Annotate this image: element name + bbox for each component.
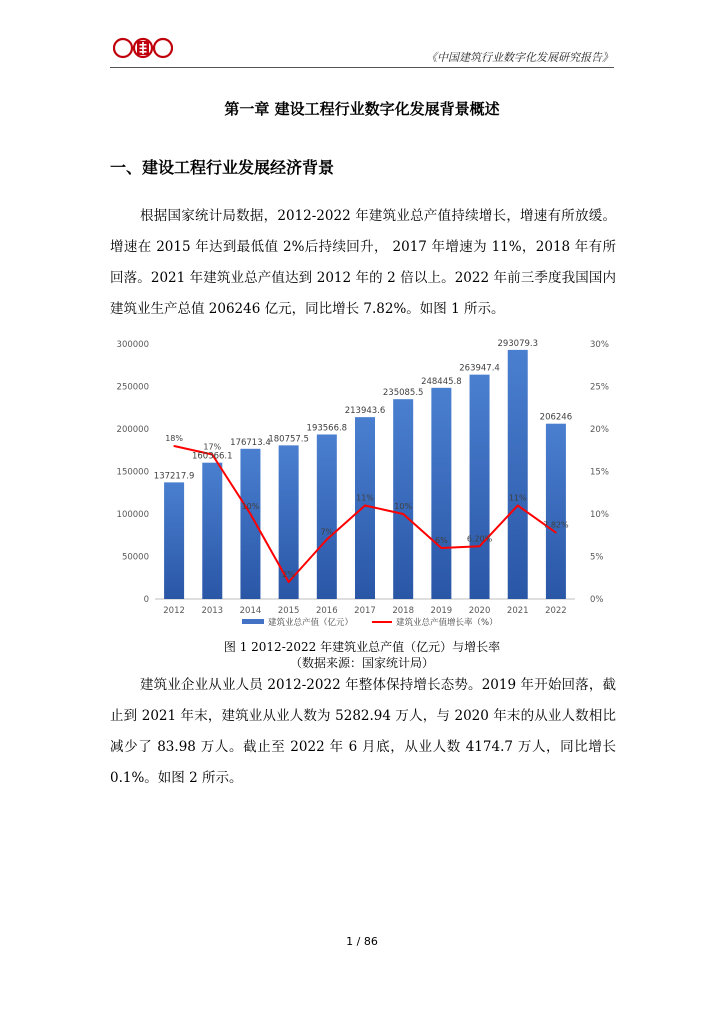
x-tick-label: 2019 bbox=[430, 606, 453, 616]
y-right-tick-label: 10% bbox=[590, 510, 609, 520]
y-right-tick-label: 30% bbox=[590, 340, 609, 350]
bar bbox=[508, 350, 528, 599]
output-growth-chart bbox=[110, 330, 620, 635]
bar-value-label: 213943.6 bbox=[344, 406, 386, 417]
bar bbox=[240, 449, 260, 599]
growth-rate-point bbox=[173, 445, 175, 447]
chapter-title: 第一章 建设工程行业数字化发展背景概述 bbox=[224, 100, 500, 118]
logo bbox=[113, 35, 173, 61]
y-left-tick-label: 0 bbox=[143, 595, 149, 605]
x-tick-label: 2022 bbox=[545, 606, 567, 616]
growth-rate-point bbox=[555, 532, 557, 534]
bar-value-label: 193566.8 bbox=[306, 423, 348, 434]
legend-swatch-bar bbox=[242, 619, 264, 624]
growth-rate-label: 17% bbox=[203, 442, 222, 452]
x-tick-label: 2012 bbox=[163, 606, 185, 616]
y-left-tick-label: 100000 bbox=[116, 510, 149, 520]
section-title: 一、建设工程行业发展经济背景 bbox=[110, 158, 335, 177]
x-tick-label: 2018 bbox=[392, 606, 415, 616]
growth-rate-label: 6.20% bbox=[466, 534, 493, 544]
y-right-tick-label: 0% bbox=[590, 595, 604, 605]
growth-rate-label: 7.82% bbox=[543, 520, 569, 530]
bar bbox=[470, 375, 490, 599]
page-number: 1 / 86 bbox=[346, 935, 378, 948]
x-tick-label: 2014 bbox=[239, 606, 262, 616]
growth-rate-point bbox=[364, 505, 366, 507]
running-title: 《中国建筑行业数字化发展研究报告》 bbox=[426, 51, 613, 64]
growth-rate-label: 10% bbox=[394, 502, 413, 511]
bar bbox=[393, 399, 413, 599]
y-left-tick-label: 50000 bbox=[121, 552, 149, 563]
growth-rate-point bbox=[288, 581, 290, 583]
legend-label-bar: 建筑业总产值（亿元） bbox=[268, 618, 354, 628]
figure-caption: 图 1 2012-2022 年建筑业总产值（亿元）与增长率 bbox=[223, 640, 501, 654]
growth-rate-label: 18% bbox=[165, 434, 183, 443]
y-left-tick-label: 150000 bbox=[116, 467, 149, 478]
bar-value-label: 160366.1 bbox=[191, 451, 233, 462]
y-right-tick-label: 5% bbox=[590, 552, 604, 563]
bar-value-label: 248445.8 bbox=[421, 376, 462, 387]
bar bbox=[431, 388, 451, 599]
header-divider bbox=[110, 67, 614, 68]
bar-value-label: 235085.5 bbox=[382, 388, 424, 399]
bar bbox=[164, 482, 184, 599]
growth-rate-label: 10% bbox=[241, 502, 260, 511]
x-tick-label: 2013 bbox=[201, 606, 224, 616]
y-left-tick-label: 250000 bbox=[116, 382, 149, 393]
x-tick-label: 2021 bbox=[506, 606, 529, 616]
y-left-tick-label: 200000 bbox=[116, 425, 149, 435]
chart-legend bbox=[242, 617, 498, 628]
bar-value-label: 293079.3 bbox=[497, 338, 539, 349]
x-tick-label: 2017 bbox=[354, 606, 376, 616]
legend-label-line: 建筑业总产值增长率（%） bbox=[396, 618, 498, 628]
bar bbox=[202, 463, 222, 599]
growth-rate-label: 6% bbox=[435, 536, 448, 545]
bar-value-label: 180757.5 bbox=[268, 434, 309, 445]
growth-rate-point bbox=[441, 547, 443, 549]
x-tick-label: 2015 bbox=[277, 606, 300, 616]
y-right-tick-label: 25% bbox=[590, 382, 609, 393]
growth-rate-point bbox=[326, 539, 328, 541]
y-left-tick-label: 300000 bbox=[116, 340, 149, 350]
bar-value-label: 176713.4 bbox=[230, 437, 271, 448]
growth-rate-point bbox=[402, 513, 404, 515]
y-right-tick-label: 20% bbox=[590, 425, 609, 435]
body-paragraph: 建筑业企业从业人员 2012-2022 年整体保持增长态势。2019 年开始回落，截止到 2021 年末，建筑业从业人数为 5282.94 万人，与 2020 年末的从业人数相比减少了 83.98 万人。截止至 2022 年 6 月底，从业人数 4174.7 万人，同比增长 0.1%。如图 2 所示。 bbox=[110, 677, 616, 786]
bar bbox=[317, 434, 337, 599]
bar bbox=[546, 424, 566, 599]
growth-rate-label: 2% bbox=[282, 570, 295, 579]
growth-rate-label: 11% bbox=[508, 493, 527, 503]
growth-rate-label: 11% bbox=[356, 493, 374, 503]
bar-value-label: 206246 bbox=[539, 412, 573, 423]
bar-value-label: 137217.9 bbox=[153, 471, 195, 482]
y-right-tick-label: 15% bbox=[590, 467, 609, 478]
x-tick-label: 2020 bbox=[468, 606, 491, 616]
growth-rate-point bbox=[517, 505, 519, 507]
figure-source: （数据来源：国家统计局） bbox=[289, 656, 434, 670]
x-tick-label: 2016 bbox=[315, 606, 338, 616]
growth-rate-point bbox=[479, 546, 481, 548]
growth-rate-label: 7% bbox=[320, 527, 334, 537]
growth-rate-point bbox=[250, 513, 252, 515]
bar-value-label: 263947.4 bbox=[459, 363, 500, 374]
body-paragraph: 根据国家统计局数据，2012-2022 年建筑业总产值持续增长，增速有所放缓。增速在 2015 年达到最低值 2%后持续回升， 2017 年增速为 11%，2018 年有所回落。2021 年建筑业总产值达到 2012 年的 2 倍以上。2022 年前三季度我国国内建筑业生产总值 206246 亿元，同比增长 7.82%。如图 1 所示。 bbox=[110, 208, 616, 317]
